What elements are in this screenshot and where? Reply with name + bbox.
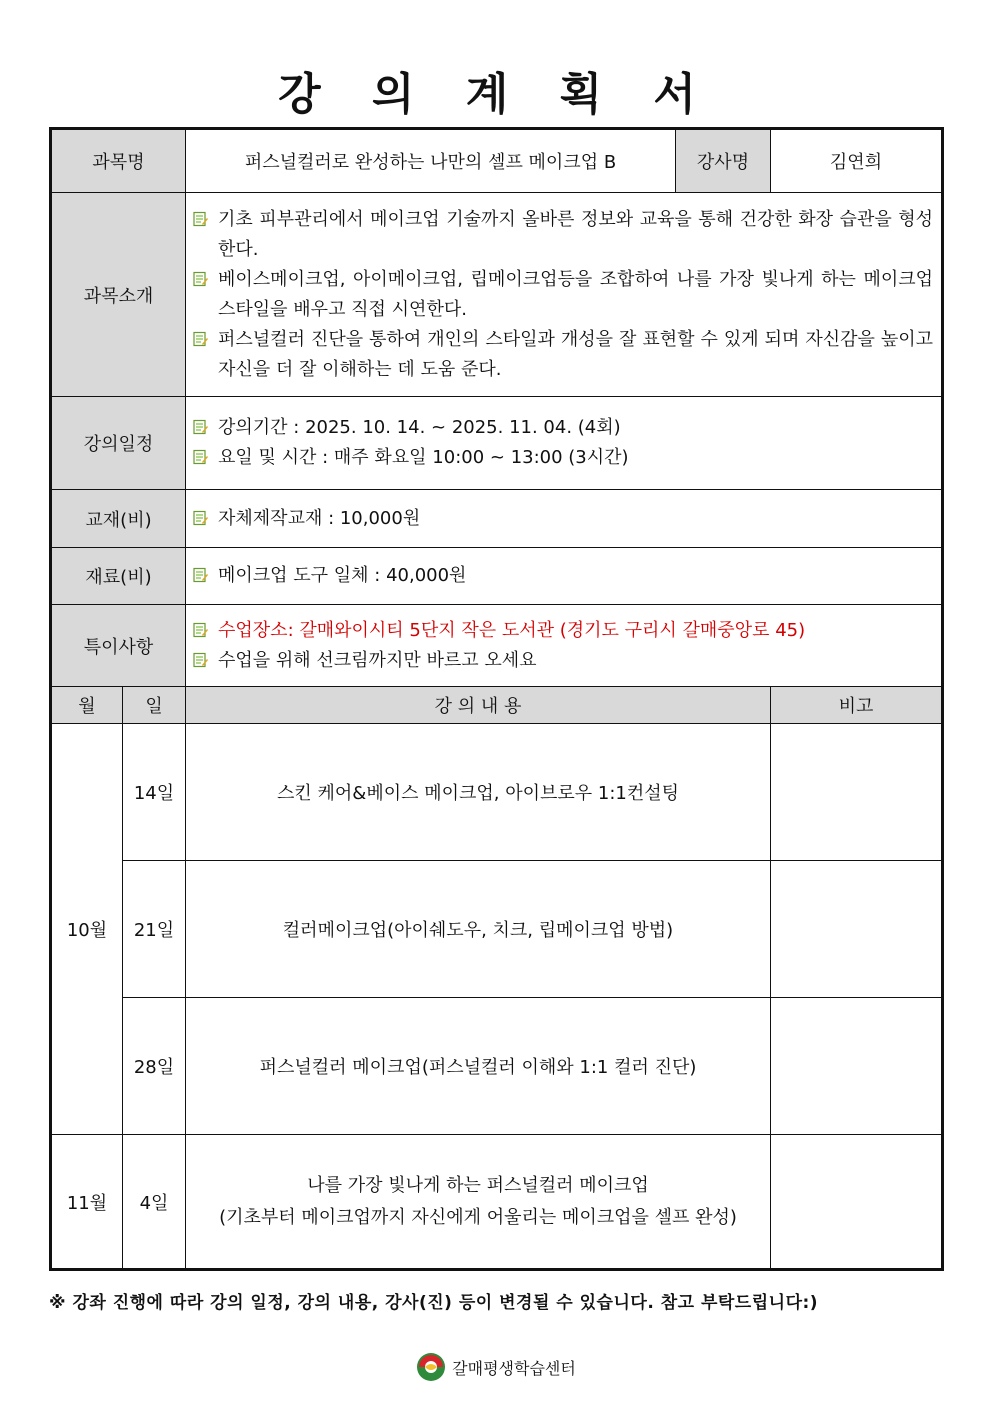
list-item: [192, 265, 933, 325]
course-name-label: 과목명: [51, 129, 186, 193]
remark-cell: [771, 1135, 943, 1270]
month-cell: 11월: [51, 1135, 123, 1270]
period-row: [51, 397, 943, 490]
day-cell: 4일: [123, 1135, 186, 1270]
day-cell: 21일: [123, 861, 186, 998]
memo-icon: [192, 211, 210, 227]
content-line-2: (기초부터 메이크업까지 자신에게 어울리는 메이크업을 셀프 완성): [219, 1206, 737, 1228]
memo-icon: [192, 567, 210, 583]
center-name: 갈매평생학습센터: [452, 1358, 576, 1378]
class-preparation: 수업을 위해 선크림까지만 바르고 오세요: [218, 649, 537, 671]
intro-item-3: 퍼스널컬러 진단을 통하여 개인의 스타일과 개성을 잘 표현할 수 있게 되며 자신감을 높이고 자신을 더 잘 이해하는 데 도움 준다.: [218, 328, 934, 380]
page-title: 강 의 계 획 서: [278, 69, 714, 120]
month-header: 월: [51, 687, 123, 724]
instructor-name: 김연희: [771, 129, 943, 193]
remark-header: 비고: [771, 687, 943, 724]
list-item: [192, 205, 933, 265]
list-item: [192, 443, 933, 473]
materials-cell: [186, 548, 943, 605]
class-location: 수업장소: 갈매와이시티 5단지 작은 도서관 (경기도 구리시 갈매중앙로 45): [218, 619, 806, 641]
intro-label: 과목소개: [51, 193, 186, 397]
center-logo-icon: [416, 1352, 446, 1382]
list-item: [192, 325, 933, 385]
list-item: [192, 504, 933, 534]
day-cell: 14일: [123, 724, 186, 861]
list-item: [192, 646, 933, 676]
course-name: 퍼스널컬러로 완성하는 나만의 셀프 메이크업 B: [186, 129, 676, 193]
period-label: 강의일정: [51, 397, 186, 490]
content-cell: 스킨 케어&베이스 메이크업, 아이브로우 1:1컨설팅: [186, 724, 771, 861]
memo-icon: [192, 510, 210, 526]
intro-item-1: 기초 피부관리에서 메이크업 기술까지 올바른 정보와 교육을 통해 건강한 화장 습관을 형성한다.: [218, 208, 934, 260]
memo-icon: [192, 449, 210, 465]
intro-list: [186, 193, 943, 397]
list-item: [192, 561, 933, 591]
change-notice: ※ 강좌 진행에 따라 강의 일정, 강의 내용, 강사(진) 등이 변경될 수 있습니다. 참고 부탁드립니다:): [49, 1293, 819, 1313]
table-row: [51, 1135, 943, 1270]
remark-cell: [771, 998, 943, 1135]
remark-cell: [771, 724, 943, 861]
special-row: [51, 605, 943, 687]
textbook-cell: [186, 490, 943, 548]
special-list: [186, 605, 943, 687]
memo-icon: [192, 331, 210, 347]
period-time: 요일 및 시간 : 매주 화요일 10:00 ~ 13:00 (3시간): [218, 447, 629, 468]
remark-cell: [771, 861, 943, 998]
day-header: 일: [123, 687, 186, 724]
list-item: [192, 616, 933, 646]
memo-icon: [192, 622, 210, 638]
period-dates: 강의기간 : 2025. 10. 14. ~ 2025. 11. 04. (4회): [218, 417, 621, 438]
instructor-label: 강사명: [676, 129, 771, 193]
content-line-1: 나를 가장 빛나게 하는 퍼스널컬러 메이크업: [307, 1174, 649, 1196]
materials-label: 재료(비): [51, 548, 186, 605]
textbook-fee: 자체제작교재 : 10,000원: [218, 507, 421, 529]
course-row: [51, 129, 943, 193]
content-cell: 컬러메이크업(아이쉐도우, 치크, 립메이크업 방법): [186, 861, 771, 998]
content-header: 강 의 내 용: [186, 687, 771, 724]
table-row: [51, 724, 943, 861]
list-item: [192, 413, 933, 443]
month-cell: 10월: [51, 724, 123, 1135]
schedule-header-row: [51, 687, 943, 724]
day-cell: 28일: [123, 998, 186, 1135]
table-row: [51, 861, 943, 998]
materials-fee: 메이크업 도구 일체 : 40,000원: [218, 565, 467, 586]
content-cell: [186, 1135, 771, 1270]
intro-row: [51, 193, 943, 397]
footer: [0, 1352, 992, 1382]
special-label: 특이사항: [51, 605, 186, 687]
content-cell: 퍼스널컬러 메이크업(퍼스널컬러 이해와 1:1 컬러 진단): [186, 998, 771, 1135]
lecture-plan-table: [49, 127, 944, 1271]
textbook-label: 교재(비): [51, 490, 186, 548]
table-row: [51, 998, 943, 1135]
period-list: [186, 397, 943, 490]
memo-icon: [192, 419, 210, 435]
materials-row: [51, 548, 943, 605]
intro-item-2: 베이스메이크업, 아이메이크업, 립메이크업등을 조합하여 나를 가장 빛나게 하는 메이크업 스타일을 배우고 직접 시연한다.: [218, 268, 934, 320]
memo-icon: [192, 652, 210, 668]
memo-icon: [192, 271, 210, 287]
textbook-row: [51, 490, 943, 548]
